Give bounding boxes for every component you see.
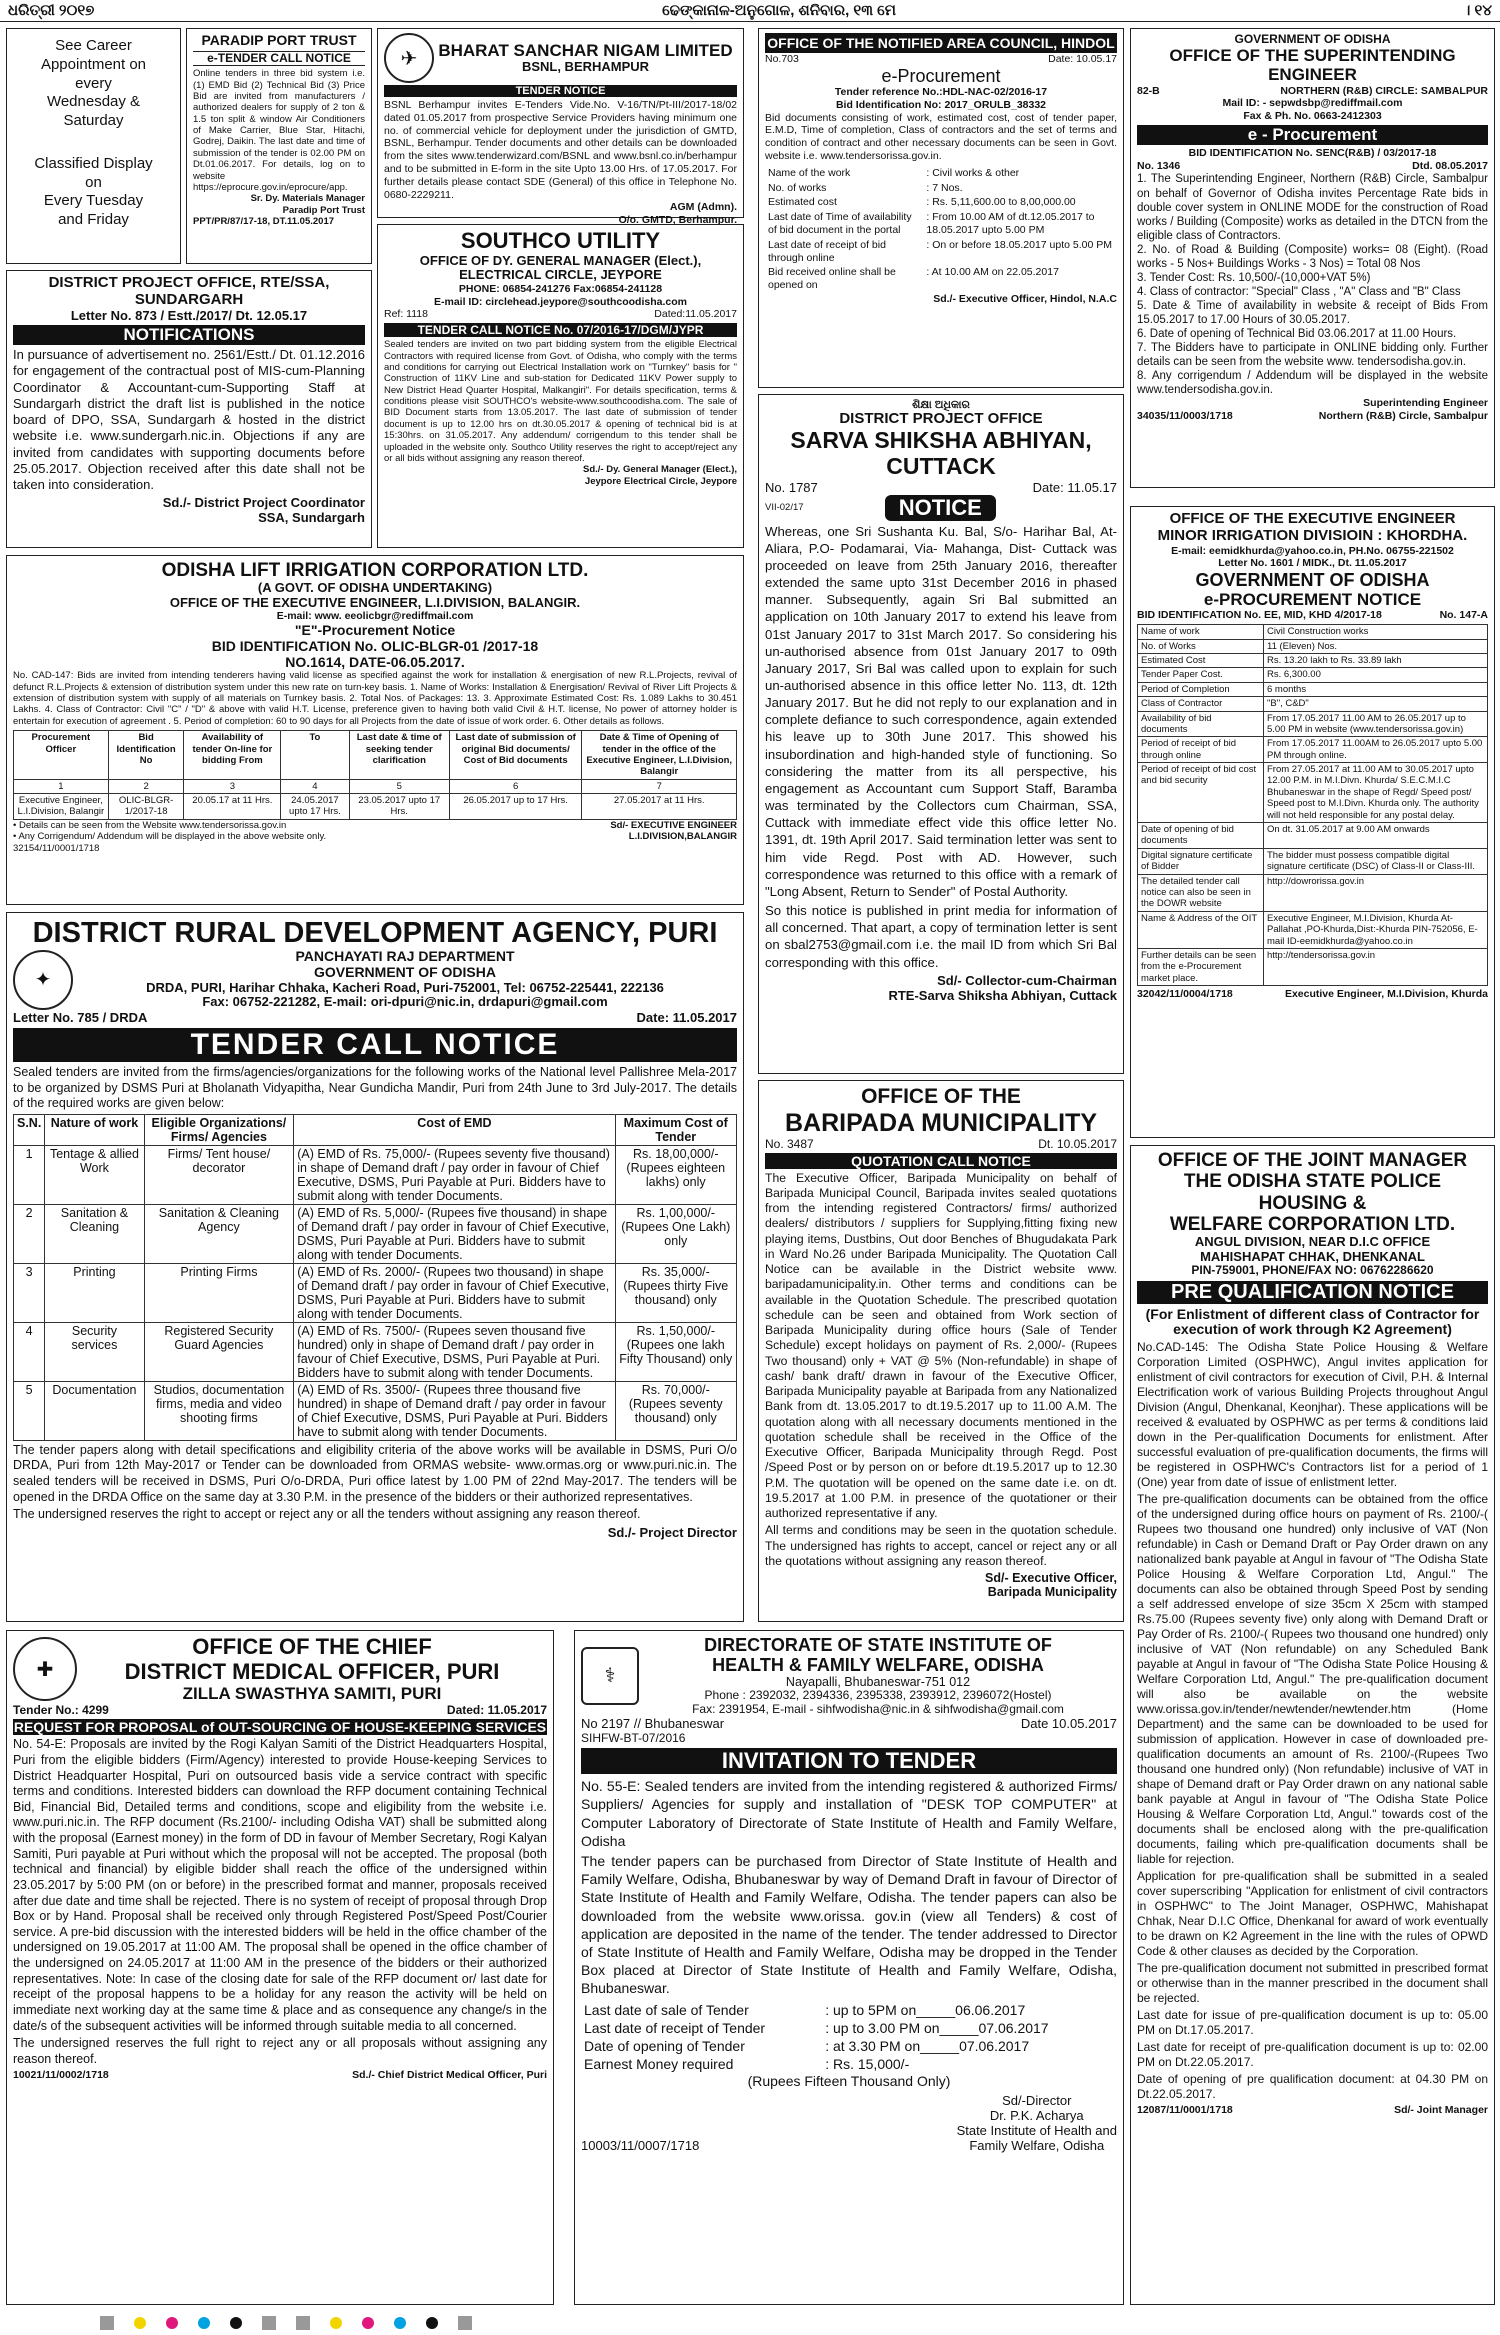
baripada-date: Dt. 10.05.2017 bbox=[1038, 1136, 1117, 1151]
nac-no: No.703 bbox=[765, 53, 799, 65]
lift-body: No. CAD-147: Bids are invited from intending tenderers having valid license as specified against the work for installation & energisation of new R.L.Projects, revival of defunct R.L.Projects & extension of distribution system under this new rate on turn-key basis. 1. Name of Works: Installation & Energisation/ Revival of River Lift Projects & extension of distribution system with supply of all materials on Turnkey basis. 2. Total Nos. of Packages: 13. 3. Approximate Estimated Cost: Rs. 1.089 Lakhs to 30.451 Lakhs. 4. Class of Contractor: Civil "C" / "D" & above with valid H.T. License, preference given to having both valid Civil & H.T. license, No power of attorney holder is entertain for execution of agreement . 5. Period of completion: 60 to 90 days for all Projects from the date of issue of work order. 6. Other details as follows. bbox=[13, 670, 737, 727]
table-row: No. of Works 11 (Eleven) Nos. bbox=[1138, 639, 1488, 653]
sihfw-band: INVITATION TO TENDER bbox=[581, 1748, 1117, 1774]
baripada-notice bbox=[758, 1080, 1124, 1622]
list-item: 2. No. of Road & Building (Composite) works= 08 (Eight). (Road works - 5 Nos+ Buildings Works - 3 Nos) = Total 08 Nos bbox=[1137, 243, 1488, 270]
table-row: The detailed tender call notice can also be seen in the DOWR website http://dowrorissa.gov.in bbox=[1138, 874, 1488, 911]
drda-band: TENDER CALL NOTICE bbox=[13, 1028, 737, 1062]
cdmo-body: No. 54-E: Proposals are invited by the Rogi Kalyan Samiti of the District Headquarters Hospital, Puri from the eligible bidders (Firm/Agency) interested to provide House-keeping Services to District Headquarter Hospital, Puri on outsourced basis vide a service contract with specific terms and conditions. Interested bidders can download the RFP document containing Technical Bid, Financial Bid, Detailed terms and conditions, scope and eligibility from the website i.e. www.puri.nic.in. The RFP document (Rs.2100/- including Odisha VAT) shall be submitted along with the proposal (Earnest money) in the form of DD in favour of Member Secretary, Rogi Kalyan Samiti, Puri payable at Puri without which the proposal will not be accepted. The proposal (both technical and financial) by eligible bidder shall reach the office of the undersigned within 23.05.2017 by 5:00 PM (on or before) in the prescribed format and manner, proposals received after due date and time shall be rejected. There is no system of receipt of proposal through Drop Box or by Hand. Proposal shall be received only through Registered Post/Speed Post/Courier service. A pre-bid discussion with the interested bidders will be held in the office chamber of the undersigned on 19.05.2017 at 11:00 AM. The proposal shall be opened in the office chamber of the undersigned on 24.05.2017 at 11:00 AM in the presence of the bidders or their authorized representatives. Note: In case of the closing date for sale of the RFP document or/ last date for receipt of the proposal happens to be a holiday for any reason the activity will be held on immediate next working day at the same time & place and as consequence any change/s in the date/s of the subsequent activities will be informed through suitable media to all concerned. bbox=[13, 1737, 547, 2033]
sundargarh-band: NOTIFICATIONS bbox=[13, 325, 365, 345]
ad-line: Wednesday & bbox=[46, 93, 141, 111]
drda-p1: The tender papers along with detail specifications and eligibility criteria of the above works will be available in DSMS, Puri O/o DRDA, Puri from 12th May-2017 or Tender can be downloaded from ORMAS website- www.ormas.org or www.puri.nic.in. The sealed tenders will be received in DSMS, Puri O/o-DRDA, Puri office latest by 1.00 PM of 22nd May-2017. The tenders will be opened in the DRDA Office on the same day at 3.30 P.M. in the presence of the bidders or their authorized representatives. bbox=[13, 1442, 737, 1504]
table-row: Availability of bid documents From 17.05.2017 11.00 AM to 26.05.2017 up to 5.00 PM in website (www.tendersorissa.gov.in) bbox=[1138, 711, 1488, 737]
ssa-body2: So this notice is published in print media for information of all concerned. That apart, a copy of termination letter is sent on sbal2753@gmail.com i.e. the mail ID from which Sri Bal corresponding with this office. bbox=[765, 903, 1117, 970]
table-row: Estimated Cost Rs. 13.20 lakh to Rs. 33.89 lakh bbox=[1138, 653, 1488, 667]
table-row: 4 Security services Registered Security Guard Agencies (A) EMD of Rs. 7500/- (Rupees seven thousand five hundred) only in shape of Demand draft / pay order in favour of Chief Executive, DSMS, Puri Payable at Puri. Bidders have to submit along with tender Documents. Rs. 1,50,000/- (Rupees one lakh Fifty Thousand) only bbox=[14, 1322, 737, 1381]
khurda-bid: BID IDENTIFICATION No. EE, MID, KHD 4/2017-18 bbox=[1137, 609, 1382, 622]
southco-title: SOUTHCO UTILITY bbox=[460, 228, 661, 253]
lift-sub2: OFFICE OF THE EXECUTIVE ENGINEER, L.I.DIVISION, BALANGIR. bbox=[169, 594, 581, 610]
khurda-sig: Executive Engineer, M.I.Division, Khurda bbox=[1284, 988, 1488, 1001]
sambalpur-title: OFFICE OF THE SUPERINTENDING ENGINEER bbox=[1169, 46, 1456, 85]
sundargarh-body: In pursuance of advertisement no. 2561/Estt./ Dt. 01.12.2016 for engagement of the contractual post of MIS-cum-Planning Coordinator & Accountant-cum-Supporting Staff at Sundargarh district the draft list is published in the notice board of DPO, SSA, Sundargarh & hosted in the district website i.e. www.sundergarh.nic.in. Objections if any are invited from candidates with supporting documents before 25.05.2017. Objection received after this date shall not be taken into consideration. bbox=[13, 347, 365, 493]
sihfw-logo-icon: ⚕ bbox=[581, 1647, 639, 1705]
drda-sub1: PANCHAYATI RAJ DEPARTMENT bbox=[295, 948, 515, 965]
southco-sig1: Sd./- Dy. General Manager (Elect.), bbox=[583, 464, 737, 476]
ad-line: Appointment on bbox=[40, 55, 147, 73]
nac-hindol-notice bbox=[758, 28, 1124, 388]
drda-table bbox=[13, 1114, 737, 1441]
southco-phone: PHONE: 06854-241276 Fax:06854-241128 bbox=[458, 282, 663, 295]
drda-p2: The undersigned reserves the right to accept or reject any or all the tenders without assigning any reason thereof. bbox=[13, 1507, 641, 1522]
lift-note2: • Any Corrigendum/ Addendum will be displayed in the above website only. bbox=[13, 831, 327, 843]
table-row: Class of Contractor "B", C&D" bbox=[1138, 697, 1488, 711]
nac-table bbox=[765, 166, 1117, 293]
sundargarh-notice bbox=[6, 270, 372, 548]
khurda-title1: OFFICE OF THE EXECUTIVE ENGINEER bbox=[1169, 510, 1456, 527]
list-item: 7. The Bidders have to participate in ONLINE bidding only. Further details can be seen from the website www. tendersodisha.gov.in. bbox=[1137, 341, 1488, 368]
police-addr1: ANGUL DIVISION, NEAR D.I.C OFFICE bbox=[1194, 1234, 1431, 1250]
table-row: 1 Tentage & allied Work Firms/ Tent house/ decorator (A) EMD of Rs. 75,000/- (Rupees seventy five thousand) in shape of Demand draft / pay order in favour of Chief Executive, DSMS, Puri Payable at Puri. Bidders have to submit along with tender Documents. Rs. 18,00,000/- (Rupees eighteen lakhs) only bbox=[14, 1145, 737, 1204]
southco-body: Sealed tenders are invited on two part bidding system from the eligible Electrical Contractors with required license from Govt. of Odisha, who comply with the terms and conditions for carrying out Electrical Installation work on "Turnkey" basis for " Construction of 11KV Line and sub-station for Dedicated 11KV Power supply to New District Head Quarter Hospital, Malkangiri". For details specification, terms & conditions please visit SOUTHCO's website-www.southcoodisha.com. The sale of BID Document starts from 13.05.2017. The last date of submission of tender document is up to 12.00 hrs on dt.30.05.2017 & opening of technical bid is at 15:30hrs. on 31.05.2017. Any addendum/ corrigendum to this tender shall be uploaded in the website only. Southco Utility reserves the right to accept/reject any or all bids without assigning any reason thereof. bbox=[384, 339, 737, 465]
lift-sig2: L.I.DIVISION,BALANGIR bbox=[628, 831, 737, 843]
table-row: Estimated cost : Rs. 5,11,600.00 to 8,00,000.00 bbox=[768, 196, 1076, 209]
sihfw-p1: No. 55-E: Sealed tenders are invited from the intending registered & authorized Firms/ Suppliers/ Agencies for supply and installation of "DESK TOP COMPUTER" at Computer Laboratory of Directorate of State Institute of Health and Family Welfare, Odisha bbox=[581, 1778, 1117, 1849]
police-title1: OFFICE OF THE JOINT MANAGER bbox=[1157, 1150, 1468, 1171]
paradip-port-notice bbox=[186, 28, 372, 264]
table-row: Earnest Money required : Rs. 15,000/- bbox=[584, 2056, 910, 2073]
cdmo-sig: Sd./- Chief District Medical Officer, Puri bbox=[352, 2069, 547, 2082]
table-row: 2 Sanitation & Cleaning Sanitation & Cleaning Agency (A) EMD of Rs. 5,000/- (Rupees five thousand) in shape of Demand draft / pay order in favour of Chief Executive, DSMS, Puri Payable at Puri. Bidders have to submit along with tender Documents. Rs. 1,00,000/- (Rupees One Lakh) only bbox=[14, 1204, 737, 1263]
police-p4: The pre-qualification document not submitted in prescribed format or otherwise than in the manner prescribed in the document shall be rejected. bbox=[1137, 1960, 1488, 2005]
sambalpur-dtd: Dtd. 08.05.2017 bbox=[1412, 159, 1488, 172]
sambalpur-bid: BID IDENTIFICATION No. SENC(R&B) / 03/2017-18 bbox=[1188, 146, 1437, 159]
cdmo-band: REQUEST FOR PROPOSAL of OUT-SOURCING OF HOUSE-KEEPING SERVICES bbox=[13, 1719, 547, 1736]
list-item: 6. Date of opening of Technical Bid 03.06.2017 at 11.00 Hours. bbox=[1137, 327, 1457, 340]
paradip-notice: e-TENDER CALL NOTICE bbox=[193, 51, 365, 66]
ssa-cuttack-notice bbox=[758, 394, 1124, 1074]
nac-sig: Sd./- Executive Officer, Hindol, N.A.C bbox=[933, 292, 1117, 305]
baripada-no: No. 3487 bbox=[765, 1136, 814, 1151]
ssa-no: No. 1787 bbox=[765, 479, 818, 495]
southco-sig2: Jeypore Electrical Circle, Jeypore bbox=[584, 475, 737, 487]
ad-line: and Friday bbox=[58, 211, 129, 228]
nac-heading: e-Procurement bbox=[881, 65, 1001, 86]
lift-bid: BID IDENTIFICATION No. OLIC-BLGR-01 /2017-18 bbox=[211, 637, 539, 654]
khurda-email: E-mail: eemidkhurda@yahoo.co.in, PH.No. 06755-221502 bbox=[1171, 544, 1454, 557]
cyan-dot-icon bbox=[394, 2317, 406, 2329]
ad-line: Every Tuesday bbox=[43, 192, 144, 210]
sihfw-addr: Nayapalli, Bhubaneswar-751 012 bbox=[785, 1675, 971, 1690]
sihfw-sig2: Dr. P.K. Acharya bbox=[989, 2108, 1084, 2124]
list-item: 5. Date & Time of availability in website & receipt of Bids From 15.05.2017 to 17.00 Hours of 30.05.2017. bbox=[1137, 299, 1488, 326]
sundargarh-sig2: SSA, Sundargarh bbox=[258, 510, 365, 526]
drda-addr: DRDA, PURI, Harihar Chhaka, Kacheri Road, Puri-752001, Tel: 06752-225441, 222136 bbox=[146, 979, 664, 995]
southco-band: TENDER CALL NOTICE No. 07/2016-17/DGM/JYPR bbox=[384, 323, 737, 337]
sihfw-title2: HEALTH & FAMILY WELFARE, ODISHA bbox=[712, 1655, 1044, 1676]
gray-swatch-icon bbox=[100, 2316, 114, 2330]
sambalpur-gov: GOVERNMENT OF ODISHA bbox=[1234, 32, 1391, 46]
classified-ad-box bbox=[6, 28, 181, 264]
bsnl-band: TENDER NOTICE bbox=[384, 85, 737, 97]
cdmo-puri-notice bbox=[6, 1630, 554, 2305]
table-row: Further details can be seen from the e-Procurement market place. http://tendersorissa.gov.in bbox=[1138, 948, 1488, 985]
gray-swatch-icon bbox=[458, 2316, 472, 2330]
table-row: 5 Documentation Studios, documentation firms, media and video shooting firms (A) EMD of Rs. 3500/- (Rupees three thousand five hundred) in shape of Demand draft / pay order in favour of Chief Executive, DSMS, Puri Payable at Puri. Bidders have to submit along with tender Documents. Rs. 70,000/- (Rupees seventy thousand) only bbox=[14, 1381, 737, 1440]
bsnl-logo-icon: ✈ bbox=[384, 33, 434, 83]
paradip-ref: PPT/PR/87/17-18, DT.11.05.2017 bbox=[193, 216, 335, 228]
list-item: 4. Class of contractor: "Special" Class , "A" Class and "B" Class bbox=[1137, 285, 1461, 298]
table-row: Name of work Civil Construction works bbox=[1138, 625, 1488, 639]
lift-notice: "E"-Procurement Notice bbox=[294, 622, 456, 639]
page-header bbox=[0, 0, 1500, 22]
police-band: PRE QUALIFICATION NOTICE bbox=[1137, 1281, 1488, 1304]
black-dot-icon bbox=[230, 2317, 242, 2329]
ssa-sig2: RTE-Sarva Shiksha Abhiyan, Cuttack bbox=[888, 987, 1117, 1003]
sihfw-sig1: Sd/-Director bbox=[1002, 2093, 1072, 2109]
ad-line: every bbox=[75, 74, 112, 92]
cdmo-no: Tender No.: 4299 bbox=[13, 1703, 109, 1718]
police-p5: Last date for issue of pre-qualification document is up to: 05.00 PM on Dt.17.05.2017. bbox=[1137, 2007, 1488, 2037]
table-row: Last date of Time of availability of bid document in the portal : From 10.00 AM of dt.12.05.2017 to 18.05.2017 upto 5.00 PM bbox=[768, 211, 1095, 236]
drda-puri-notice bbox=[6, 912, 744, 1622]
sihfw-table bbox=[581, 2001, 1117, 2073]
bsnl-sig2: O/o. GMTD, Berhampur. bbox=[618, 214, 737, 227]
khurda-notice: e-PROCUREMENT NOTICE bbox=[1203, 590, 1422, 610]
bsnl-title: BHARAT SANCHAR NIGAM LIMITED bbox=[438, 41, 733, 61]
sambalpur-fax: Fax & Ph. No. 0663-2412303 bbox=[1243, 110, 1382, 123]
list-item: 3. Tender Cost: Rs. 10,500/-(10,000+VAT 5%) bbox=[1137, 271, 1371, 284]
sundargarh-letter: Letter No. 873 / Estt./2017/ Dt. 12.05.17 bbox=[70, 307, 308, 323]
drda-title: DISTRICT RURAL DEVELOPMENT AGENCY, PURI bbox=[32, 917, 718, 949]
table-row: Last date of receipt of Tender : up to 3.00 PM on_____07.06.2017 bbox=[584, 2020, 1049, 2037]
bsnl-body: BSNL Berhampur invites E-Tenders Vide.No. V-16/TN/Pt-III/2017-18/02 dated 01.05.2017 from prospective Service Providers having minimum one no. of commercial vehicle for deployment under the jurisdiction of GMTD, BSNL, Berhampur. Tender documents and other details can be downloaded from the sites www.tenderwizard.com/BSNL and www.bsnl.co.in/berhampur and to be submitted in E-form in the site Upto 13.00 Hrs. of 17.05.2017. For further details please contact SDE (General) of this office in Telephone No. 0680-2229211. bbox=[384, 99, 737, 201]
sihfw-ref: SIHFW-BT-07/2016 bbox=[581, 1731, 686, 1746]
nac-ref1: Tender reference No.:HDL-NAC-02/2016-17 bbox=[834, 85, 1048, 98]
ad-line: on bbox=[85, 173, 102, 191]
baripada-band: QUOTATION CALL NOTICE bbox=[765, 1153, 1117, 1169]
sambalpur-mail: Mail ID: - sepwdsbp@rediffmail.com bbox=[1222, 97, 1403, 110]
cdmo-title3: ZILLA SWASTHYA SAMITI, PURI bbox=[182, 1684, 442, 1704]
sihfw-em: (Rupees Fifteen Thousand Only) bbox=[747, 2073, 951, 2090]
yellow-dot-icon bbox=[330, 2317, 342, 2329]
ssa-tag: ଶିକ୍ଷା ଅଧିକାର bbox=[912, 399, 970, 411]
table-row: Name of the work : Civil works & other bbox=[768, 166, 1020, 179]
sihfw-sig4: Family Welfare, Odisha bbox=[969, 2138, 1105, 2154]
sihfw-p2: The tender papers can be purchased from Director of State Institute of Health and Family Welfare, Odisha, Bhubaneswar by way of Demand Draft in favour of Director of State Institute of Health and Family Welfare, Odisha. The tender papers can also be downloaded from the website www.orissa. gov.in (view all Tenders) & cost of application are deposited in the name of the tender. The tender addressed to Director of State Institute of Health and Family Welfare, Odisha may be dropped in the Tender Box placed at Director of State Institute of Health and Family Welfare, Odisha, Bhubaneswar. bbox=[581, 1852, 1117, 1997]
print-registration-strip bbox=[0, 2310, 1500, 2335]
table-row: Last date of receipt of bid through online : On or before 18.05.2017 upto 5.00 PM bbox=[768, 238, 1113, 264]
baripada-title: BARIPADA MUNICIPALITY bbox=[784, 1108, 1098, 1137]
table-row: Digital signature certificate of Bidder The bidder must possess compatible digital signature certificate (DSC) of Class-II or Class-III. bbox=[1138, 848, 1488, 874]
baripada-office: OFFICE OF THE bbox=[861, 1085, 1021, 1108]
lift-email: E-mail: www. eeolicbgr@rediffmail.com bbox=[276, 610, 474, 623]
table-row: Name & Address of the OIT Executive Engineer, M.I.Division, Khurda At- Pallahat ,PO-Khurda,Dist:-Khurda PIN-752056, E-mail ID-eemidkhurda@yahoo.co.in bbox=[1138, 911, 1488, 948]
drda-date: Date: 11.05.2017 bbox=[636, 1009, 737, 1025]
header-left: ଧରିତ୍ରୀ ୨୦୧୭ bbox=[8, 2, 95, 19]
southco-ref: Ref: 1118 bbox=[384, 308, 428, 321]
police-title2: THE ODISHA STATE POLICE HOUSING & bbox=[1183, 1171, 1442, 1214]
table-row: Last date of sale of Tender : up to 5PM on_____06.06.2017 bbox=[584, 2002, 1026, 2019]
police-code: 12087/11/0001/1718 bbox=[1137, 2103, 1233, 2116]
baripada-body2: All terms and conditions may be seen in the quotation schedule. The undersigned has rights to accept, cancel or reject any or all the quotations without assigning any reason thereof. bbox=[765, 1523, 1117, 1568]
drda-sig: Sd./- Project Director bbox=[607, 1524, 737, 1540]
drda-fax: Fax: 06752-221282, E-mail: ori-dpuri@nic.in, drdapuri@gmail.com bbox=[202, 994, 608, 1010]
ad-line: Saturday bbox=[63, 112, 124, 129]
police-sig: Sd/- Joint Manager bbox=[1394, 2103, 1488, 2116]
police-sub: (For Enlistment of different class of Contractor for execution of work through K2 Agreement) bbox=[1145, 1305, 1480, 1338]
sihfw-phone: Phone : 2392032, 2394336, 2395338, 2393912, 2396072(Hostel) bbox=[704, 1688, 1052, 1703]
yellow-dot-icon bbox=[134, 2317, 146, 2329]
ad-line: See Career bbox=[55, 37, 132, 54]
bsnl-sig1: AGM (Admn). bbox=[669, 201, 737, 214]
baripada-sig1: Sd/- Executive Officer, bbox=[985, 1571, 1117, 1586]
table-row: Period of receipt of bid through online From 17.05.2017 11.00AM to 26.05.2017 upto 5.00 PM through online. bbox=[1138, 737, 1488, 763]
sundargarh-title: DISTRICT PROJECT OFFICE, RTE/SSA, SUNDARGARH bbox=[48, 274, 330, 308]
cdmo-date: Dated: 11.05.2017 bbox=[446, 1703, 547, 1718]
khurda-mi-notice bbox=[1130, 506, 1495, 1138]
table-row: Date of opening of bid documents On dt. 31.05.2017 at 9.00 AM onwards bbox=[1138, 823, 1488, 849]
sambalpur-ref: 82-B bbox=[1137, 84, 1160, 97]
sihfw-title1: DIRECTORATE OF STATE INSTITUTE OF bbox=[704, 1635, 1052, 1655]
police-p1: No.CAD-145: The Odisha State Police Housing & Welfare Corporation Limited (OSPHWC), Angul invites application for enlistment of civil contractors for execution of Civil, P.H. & Internal Electrification work of various Building Projects throughout Angul Division (Angul, Dhenkanal, Keonjhar). These applications will be received & evaluated by OSPHWC as per terms & conditions laid down in the Per-qualification Documents for enlistment. After successful evaluation of pre-qualification documents, the firms will be registered in OSPHWC's Contractors list for a period of 1 (One) year from date of issue of enlistment letter. bbox=[1137, 1339, 1488, 1489]
sihfw-no: No 2197 // Bhubaneswar bbox=[581, 1716, 725, 1732]
bsnl-sub: BSNL, BERHAMPUR bbox=[521, 59, 650, 75]
odisha-emblem-icon: ✦ bbox=[13, 950, 73, 1010]
sundargarh-sig1: Sd./- District Project Coordinator bbox=[162, 495, 365, 511]
police-p6: Last date for receipt of pre-qualification document is up to: 02.00 PM on Dt.22.05.2017. bbox=[1137, 2039, 1488, 2069]
paradip-body: Online tenders in three bid system i.e. (1) EMD Bid (2) Technical Bid (3) Price Bid are invited from manufacturers / authorized dealers for supply of 2 ton & 1.5 ton split & window Air Conditioners of Make Carrier, Blue Star, Hitachi, Godrej, Daikin. The last date and time of submission of the tender is 02.00 PM on Dt.01.06.2017. For details, log on to website https://eprocure.gov.in/eprocure/app. bbox=[193, 68, 365, 194]
table-row: S.N. Nature of work Eligible Organizations/ Firms/ Agencies Cost of EMD Maximum Cost of Tender bbox=[14, 1114, 737, 1145]
southco-dated: Dated:11.05.2017 bbox=[654, 308, 737, 321]
header-center: ଢେଙ୍କାନାଳ-ଅନୁଗୋଳ, ଶନିବାର, ୧୩ ମେ bbox=[662, 2, 896, 19]
cdmo-body2: The undersigned reserves the full right to reject any or all proposals without assigning any reason thereof. bbox=[13, 2036, 547, 2066]
ssa-date: Date: 11.05.17 bbox=[1032, 479, 1117, 495]
lift-sub1: (A GOVT. OF ODISHA UNDERTAKING) bbox=[257, 580, 493, 596]
cdmo-title1: OFFICE OF THE CHIEF bbox=[192, 1634, 432, 1659]
drda-sub2: GOVERNMENT OF ODISHA bbox=[313, 964, 496, 981]
table-row: Procurement Officer Bid Identification No Availability of tender On-line for bidding From To Last date & time of seeking tender clarification Last date of submission of original Bid documents/ Cost of Bid documents Date & Time of Opening of tender in the office of the Executive Engineer, L.I.Division, Balangir bbox=[14, 731, 737, 780]
cdmo-title2: DISTRICT MEDICAL OFFICER, PURI bbox=[124, 1658, 500, 1684]
nac-title: OFFICE OF THE NOTIFIED AREA COUNCIL, HINDOL bbox=[765, 33, 1117, 53]
black-dot-icon bbox=[426, 2317, 438, 2329]
police-housing-notice bbox=[1130, 1145, 1495, 2305]
baripada-sig2: Baripada Municipality bbox=[987, 1585, 1117, 1600]
bsnl-notice bbox=[377, 28, 744, 227]
lift-code: 32154/11/0001/1718 bbox=[13, 842, 100, 854]
khurda-title2: MINOR IRRIGATION DIVISIOIN : KHORDHA. bbox=[1157, 526, 1468, 544]
paradip-sig1: Sr. Dy. Materials Manager bbox=[250, 193, 365, 205]
paradip-title: PARADIP PORT TRUST bbox=[201, 32, 357, 48]
sambalpur-sig: Superintending Engineer bbox=[1363, 396, 1488, 409]
table-row: Period of Completion 6 months bbox=[1138, 682, 1488, 696]
table-row: Bid received online shall be opened on : At 10.00 AM on 22.05.2017 bbox=[768, 266, 1059, 292]
table-row: No. of works : 7 Nos. bbox=[768, 181, 963, 194]
health-mission-logo-icon: ✚ bbox=[13, 1637, 77, 1701]
khurda-letter: Letter No. 1601 / MIDK., Dt. 11.05.2017 bbox=[1218, 557, 1407, 570]
lift-title: ODISHA LIFT IRRIGATION CORPORATION LTD. bbox=[161, 560, 589, 581]
ssa-band: NOTICE bbox=[885, 495, 996, 521]
list-item: 8. Any corrigendum / Addendum will be displayed in the website www.tendersodisha.gov.in. bbox=[1137, 369, 1488, 396]
list-item: 1. The Superintending Engineer, Northern (R&B) Circle, Sambalpur on behalf of Governor of Odisha invites Percentage Rate bids in double cover system in ONLINE MODE for the construction of Road works / Building (Composite) works as detailed in the DTCN from the eligible class of Contractors. bbox=[1137, 173, 1488, 242]
police-p3: Application for pre-qualification shall be submitted in a sealed cover superscribing "Application for enlistment of civil contractors in OSPHWC" to The Joint Manager, OSPHWC, Mahishapat Chhak, Near D.I.C Office, Dhenkanal for award of work eventually to be drawn on K2 Agreement in the line with the rules of OPWD Code & other clauses as decided by the Corporation. bbox=[1137, 1868, 1488, 1958]
police-p2: The pre-qualification documents can be obtained from the office of the undersigned during office hours on payment of Rs. 2100/-( Rupees two thousand one hundred) only inclusive of VAT (Non refundable) in Cash or Demand Draft or Pay Order drawn on any nationalized bank payable at Angul in favour of "The Odisha State Police Housing & Welfare Corporation Ltd, Angul." The documents can also be obtained through Speed Post by sending a self addressed envelope of size 35cm X 25cm with stamped Rs.75.00 (Rupees seventy five) only along with Demand Draft or Pay Order of Rs. 2100/-( Rupees two thousand one hundred) only inclusive of VAT (Non refundable) on any Scheduled Bank payable at Angul in favour of "The Odisha State Police Housing & Welfare Corporation Ltd, Angul." The pre-qualification document will also be available on the website www.orissa.gov.in/tender/newtender/newtender.htm (Home Department) and the same can be downloaded to be used for submission of application. However in case of downloaded pre-qualification documents an amount of Rs. 2100/-(Rupees Two thousand one hundred only) (Non refundable) inclusive of VAT in shape of Demand draft or Pay Order drawn on any national sable bank payable at Angul in favour of "The Odisha State Police Housing & Welfare Corporation Ltd, Angul." towards cost of the documents shall be enclosed along with the pre-qualification documents, failing which pre-qualification documents shall be liable for rejection. bbox=[1137, 1491, 1488, 1866]
khurda-code: 32042/11/0004/1718 bbox=[1137, 988, 1233, 1001]
ssa-body: Whereas, one Sri Sushanta Ku. Bal, S/o- Harihar Bal, At-Aliara, P.O- Podamarai, Via- Mahanga, Dist- Cuttack was proceeded on leave from 25th January 2016, thereafter extended the same upto 31st December 2016 in phased manner. Subsequently, again Sri Bal submitted an application on 10th January 2017 to extend his leave from 01st January 2017 to 31st March 2017. So considering his un-authorised absence from 01st January 2017 to 09th January 2017, Sri Bal was called upon to explain for such un-authorised absence in this office letter No. 113, dt. 12th January 2017. But he did not reply to our explanation and in complete defiance to such correspondence, again extended his leave up to 30th June 2017. This showed his insubordination and high-handed style of functioning. So considering the matter from its all perspective, his engagement as Accountant cum Support Staff, Baramba was terminated by the Collectors cum Chairman, SSA, Cuttack with immediate effect vide this office letter No. 1391, dt. 19th April 2017. Said termination letter was sent to him vide Regd. Post with AD. However, such correspondence was returned to this office with a remark of "Long Absent, Return to Sender" of Postal Authority. bbox=[765, 523, 1117, 899]
ssa-title: SARVA SHIKSHA ABHIYAN, CUTTACK bbox=[790, 427, 1092, 479]
nac-date: Date: 10.05.17 bbox=[1048, 53, 1117, 65]
police-addr2: MAHISHAPAT CHHAK, DHENKANAL bbox=[1200, 1248, 1425, 1264]
table-row: Tender Paper Cost. Rs. 6,300.00 bbox=[1138, 668, 1488, 682]
police-pin: PIN-759001, PHONE/FAX NO: 06762286620 bbox=[1191, 1263, 1434, 1278]
sihfw-notice bbox=[574, 1630, 1124, 2305]
table-row: 1 2 3 4 5 6 7 bbox=[14, 779, 737, 793]
table-row: 3 Printing Printing Firms (A) EMD of Rs. 2000/- (Rupees two thousand) in shape of Demand draft / pay order in favour of Chief Executive, DSMS, Puri Payable at Puri. Bidders have to submit along with tender Documents. Rs. 35,000/- (Rupees thirty Five thousand) only bbox=[14, 1263, 737, 1322]
southco-email: E-mail ID: circlehead.jeypore@southcoodisha.com bbox=[434, 295, 687, 308]
sambalpur-circle: NORTHERN (R&B) CIRCLE: SAMBALPUR bbox=[1280, 84, 1488, 97]
ssa-office: DISTRICT PROJECT OFFICE bbox=[839, 410, 1043, 428]
southco-sub2: ELECTRICAL CIRCLE, JEYPORE bbox=[459, 267, 662, 283]
drda-intro: Sealed tenders are invited from the firms/agencies/organizations for the following works of the National level Pallishree Mela-2017 to be organized by DSMS Puri at Bholanath Vidyapitha, Near Gundicha Mandir, Puri from 24th June to 3rd July-2017. The details of the required works are given below: bbox=[13, 1064, 737, 1111]
sambalpur-band: e - Procurement bbox=[1137, 125, 1488, 145]
lift-no: NO.1614, DATE-06.05.2017. bbox=[285, 653, 465, 670]
sihfw-date: Date 10.05.2017 bbox=[1020, 1716, 1117, 1732]
magenta-dot-icon bbox=[166, 2317, 178, 2329]
gray-swatch-icon bbox=[296, 2316, 310, 2330]
paradip-sig2: Paradip Port Trust bbox=[282, 204, 365, 216]
southco-notice bbox=[377, 224, 744, 548]
lift-irrigation-notice bbox=[6, 555, 744, 905]
ssa-ref: VII-02/17 bbox=[765, 501, 804, 513]
nac-ref2: Bid Identification No: 2017_ORULB_38332 bbox=[835, 98, 1047, 111]
lift-sig1: Sd/- EXECUTIVE ENGINEER bbox=[610, 819, 737, 831]
southco-sub1: OFFICE OF DY. GENERAL MANAGER (Elect.), bbox=[419, 252, 702, 268]
sihfw-fax: Fax: 2391954, E-mail - sihfwodisha@nic.in & sihfwodisha@gmail.com bbox=[692, 1701, 1064, 1716]
cdmo-code: 10021/11/0002/1718 bbox=[13, 2069, 109, 2082]
header-right: । ୧୪ bbox=[1463, 2, 1492, 19]
nac-body: Bid documents consisting of work, estimated cost, cost of tender paper, E.M.D, Time of completion, Class of contractors and the set of terms and condition of contract and other necessary documents can be seen in Govt. website i.e. www.tendersorissa.gov.in. bbox=[765, 111, 1117, 162]
ad-line: Classified Display bbox=[34, 154, 153, 172]
khurda-side: No. 147-A bbox=[1439, 609, 1488, 622]
khurda-gov: GOVERNMENT OF ODISHA bbox=[1195, 570, 1430, 591]
police-title3: WELFARE CORPORATION LTD. bbox=[1169, 1213, 1456, 1235]
drda-letter: Letter No. 785 / DRDA bbox=[13, 1009, 148, 1025]
baripada-body: The Executive Officer, Baripada Municipality on behalf of Baripada Municipal Council, Baripada invites sealed quotations from the intending registered Contractors/ firms/ authorized dealers/ distributors / suppliers for Supplying,fitting fixing new playing items, Dustbins, Out door Benches of Bhugudakata Park in Ward No.26 under Baripada Municipality. The Quotation Call Notice can be available in the District website www. baripadamunicipality.in. Other terms and conditions can be available in the Quotation Schedule. The prescribed quotation schedule can be seen and obtained from Work section of Baripada Municipality during office hours (Sale of Tender Schedule) except holidays on payment of Rs. 2,000/- (Rupees Two thousand) only + VAT @ 5% (Non-refundable) in shape of cash/ bank draft/ drawn in favour of the Executive Officer, Baripada Municipality payable at Baripada from any Nationalized Bank from dt. 13.05.2017 to dt.19.5.2017 up to 11.00 A.M. The quotation along with all necessary documents mentioned in the quotation schedule shall be received in the Office of the Executive Officer, Baripada Municipality through Regd. Post /Speed Post or by person on or before dt.19.5.2017 up to 12.30 P.M. The quotation will be opened on the same date i.e. on dt. 19.5.2017 at 1.00 P.M. in presence of the quotationer or their authorized representative if any. bbox=[765, 1170, 1117, 1521]
ssa-sig1: Sd/- Collector-cum-Chairman bbox=[937, 972, 1117, 988]
cyan-dot-icon bbox=[198, 2317, 210, 2329]
khurda-table bbox=[1137, 624, 1488, 986]
magenta-dot-icon bbox=[362, 2317, 374, 2329]
sambalpur-se-notice bbox=[1130, 28, 1495, 488]
police-p7: Date of opening of pre qualification document: at 04.30 PM on Dt.22.05.2017. bbox=[1137, 2071, 1488, 2101]
sambalpur-code: 34035/11/0003/1718 bbox=[1137, 409, 1233, 422]
gray-swatch-icon bbox=[262, 2316, 276, 2330]
table-row: Executive Engineer, L.I.Division, Balangir OLIC-BLGR-1/2017-18 20.05.17 at 11 Hrs. 24.05.2017 upto 17 Hrs. 23.05.2017 upto 17 Hrs. 26.05.2017 up to 17 Hrs. 27.05.2017 at 11 Hrs. bbox=[14, 794, 737, 820]
sihfw-code: 10003/11/0007/1718 bbox=[581, 2138, 700, 2154]
lift-table bbox=[13, 730, 737, 820]
sambalpur-no: No. 1346 bbox=[1137, 159, 1181, 172]
table-row: Date of opening of Tender : at 3.30 PM on_____07.06.2017 bbox=[584, 2038, 1030, 2055]
sihfw-sig3: State Institute of Health and bbox=[956, 2123, 1117, 2139]
lift-note1: • Details can be seen from the Website www.tendersorissa.gov.in bbox=[13, 819, 287, 831]
table-row: Period of receipt of bid cost and bid security From 27.05.2017 at 11.00 AM to 30.05.2017 upto 12.00 P.M. in M.I.Divn. Khurda/ S.E.C.M.I.C Bhubaneswar in the shape of Regd/ Speed post/ Speed post to M.I.Divn. Khurda only. The authority will not held responsible for any postal delay. bbox=[1138, 763, 1488, 823]
sambalpur-sig2: Northern (R&B) Circle, Sambalpur bbox=[1318, 409, 1488, 422]
